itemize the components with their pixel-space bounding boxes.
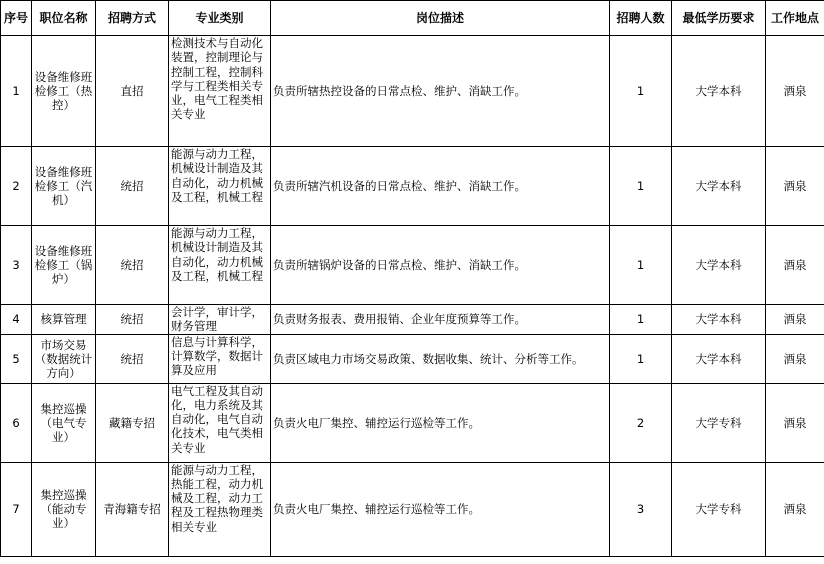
cell-major: 信息与计算科学，计算数学，数据计算及应用 [169, 334, 271, 383]
cell-method: 藏籍专招 [96, 383, 169, 462]
cell-education: 大学本科 [672, 334, 766, 383]
cell-position: 设备维修班检修工（热控） [32, 36, 96, 147]
cell-index: 5 [1, 334, 32, 383]
cell-education: 大学本科 [672, 147, 766, 226]
cell-method: 统招 [96, 334, 169, 383]
cell-major: 会计学，审计学，财务管理 [169, 305, 271, 335]
cell-major: 电气工程及其自动化，电力系统及其自动化，电气自动化技术，电气类相关专业 [169, 383, 271, 462]
cell-position: 核算管理 [32, 305, 96, 335]
table-row [1, 334, 824, 383]
cell-method: 统招 [96, 305, 169, 335]
cell-index: 4 [1, 305, 32, 335]
header-description: 岗位描述 [271, 1, 610, 36]
table-row [1, 462, 824, 556]
cell-position: 市场交易（数据统计方向） [32, 334, 96, 383]
cell-position: 集控巡操（能动专业） [32, 462, 96, 556]
cell-count: 1 [610, 226, 672, 305]
cell-count: 1 [610, 305, 672, 335]
cell-index: 1 [1, 36, 32, 147]
cell-count: 1 [610, 334, 672, 383]
cell-location: 酒泉 [766, 334, 824, 383]
table-row [1, 383, 824, 462]
cell-major: 检测技术与自动化装置，控制理论与控制工程，控制科学与工程类相关专业，电气工程类相关专业 [169, 36, 271, 147]
cell-location: 酒泉 [766, 36, 824, 147]
cell-description: 负责区域电力市场交易政策、数据收集、统计、分析等工作。 [271, 334, 610, 383]
cell-method: 青海籍专招 [96, 462, 169, 556]
cell-method: 统招 [96, 226, 169, 305]
cell-index: 6 [1, 383, 32, 462]
cell-index: 7 [1, 462, 32, 556]
cell-major: 能源与动力工程，热能工程，动力机械及工程，动力工程及工程热物理类相关专业 [169, 462, 271, 556]
cell-location: 酒泉 [766, 383, 824, 462]
cell-education: 大学本科 [672, 36, 766, 147]
cell-description: 负责所辖锅炉设备的日常点检、维护、消缺工作。 [271, 226, 610, 305]
cell-education: 大学专科 [672, 383, 766, 462]
table-row [1, 147, 824, 226]
cell-index: 3 [1, 226, 32, 305]
cell-education: 大学专科 [672, 462, 766, 556]
cell-education: 大学本科 [672, 305, 766, 335]
cell-position: 集控巡操（电气专业） [32, 383, 96, 462]
header-method: 招聘方式 [96, 1, 169, 36]
cell-index: 2 [1, 147, 32, 226]
cell-count: 3 [610, 462, 672, 556]
cell-position: 设备维修班检修工（汽机） [32, 147, 96, 226]
cell-major: 能源与动力工程，机械设计制造及其自动化，动力机械及工程，机械工程 [169, 226, 271, 305]
header-position: 职位名称 [32, 1, 96, 36]
cell-count: 2 [610, 383, 672, 462]
header-education: 最低学历要求 [672, 1, 766, 36]
cell-location: 酒泉 [766, 147, 824, 226]
cell-description: 负责所辖汽机设备的日常点检、维护、消缺工作。 [271, 147, 610, 226]
table-row [1, 226, 824, 305]
cell-count: 1 [610, 36, 672, 147]
cell-education: 大学本科 [672, 226, 766, 305]
cell-location: 酒泉 [766, 305, 824, 335]
header-major: 专业类别 [169, 1, 271, 36]
header-index: 序号 [1, 1, 32, 36]
cell-location: 酒泉 [766, 462, 824, 556]
cell-description: 负责所辖热控设备的日常点检、维护、消缺工作。 [271, 36, 610, 147]
cell-description: 负责火电厂集控、辅控运行巡检等工作。 [271, 462, 610, 556]
cell-description: 负责火电厂集控、辅控运行巡检等工作。 [271, 383, 610, 462]
cell-method: 统招 [96, 147, 169, 226]
table-row [1, 36, 824, 147]
cell-position: 设备维修班检修工（锅炉） [32, 226, 96, 305]
table-row [1, 305, 824, 335]
header-location: 工作地点 [766, 1, 824, 36]
cell-method: 直招 [96, 36, 169, 147]
header-count: 招聘人数 [610, 1, 672, 36]
cell-location: 酒泉 [766, 226, 824, 305]
cell-major: 能源与动力工程，机械设计制造及其自动化，动力机械及工程，机械工程 [169, 147, 271, 226]
cell-description: 负责财务报表、费用报销、企业年度预算等工作。 [271, 305, 610, 335]
table-header-row [1, 1, 824, 36]
cell-count: 1 [610, 147, 672, 226]
